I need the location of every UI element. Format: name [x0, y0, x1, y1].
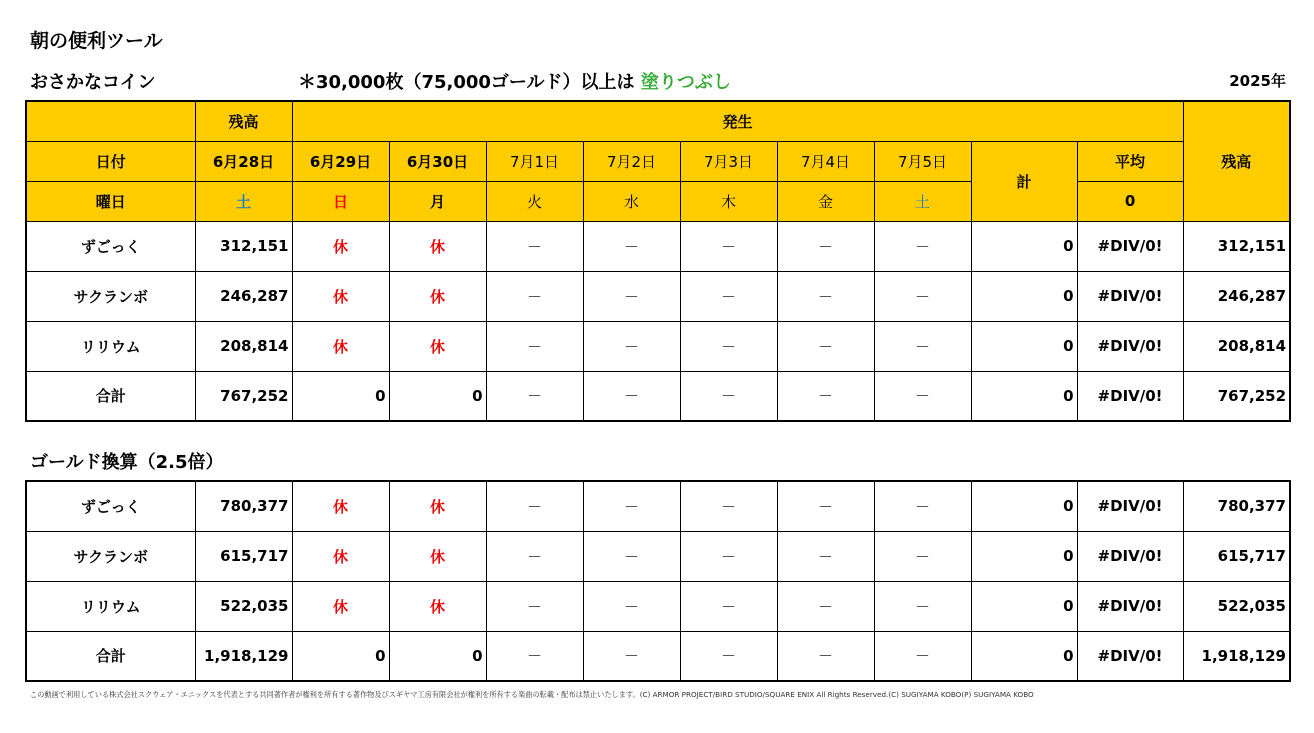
row-average: #DIV/0!: [1077, 321, 1183, 371]
year-label: 2025年: [1229, 72, 1286, 90]
row-day-6: －: [777, 321, 874, 371]
row-day-2: 休: [389, 321, 486, 371]
coin-table: [25, 100, 1291, 422]
header-date-0: 6月28日: [195, 141, 292, 181]
row-average: #DIV/0!: [1077, 581, 1183, 631]
header-weekday-3: 火: [486, 181, 583, 221]
header-weekday-1: 日: [292, 181, 389, 221]
header-row-dates: [26, 141, 1290, 181]
row-balance: 615,717: [195, 531, 292, 581]
header-weekday-5: 木: [680, 181, 777, 221]
copyright-footer: この動画で利用している株式会社スクウェア・エニックスを代表とする共同著作者が権利を所有する著作物及びスギヤマ工房有限会社が権利を所有する楽曲の転載・配布は禁止いたします。(C) ARMOR PROJECT/BIRD STUDIO/SQUARE ENIX All Rights Reserved.(C) SUGIYAMA KOBO(P) SUGIYAMA KOBO: [30, 690, 1034, 699]
row-day-1: 休: [292, 221, 389, 271]
row-day-3: －: [486, 371, 583, 421]
row-average: #DIV/0!: [1077, 631, 1183, 681]
row-day-3: －: [486, 481, 583, 531]
row-day-2: 休: [389, 581, 486, 631]
row-name: サクランボ: [26, 271, 195, 321]
row-balance-end: 615,717: [1183, 531, 1290, 581]
row-day-4: －: [583, 631, 680, 681]
table-row: [26, 221, 1290, 271]
header-date-1: 6月29日: [292, 141, 389, 181]
header-balance: 残高: [195, 101, 292, 141]
row-balance: 246,287: [195, 271, 292, 321]
row-total: 0: [971, 631, 1077, 681]
row-day-4: －: [583, 221, 680, 271]
row-day-7: －: [874, 271, 971, 321]
header-row-1: [26, 101, 1290, 141]
header-weekday-0: 土: [195, 181, 292, 221]
header-occurrence: 発生: [292, 101, 1183, 141]
row-day-1: 0: [292, 631, 389, 681]
row-average: #DIV/0!: [1077, 481, 1183, 531]
table-row-total: [26, 631, 1290, 681]
row-day-5: －: [680, 321, 777, 371]
row-balance-end: 767,252: [1183, 371, 1290, 421]
row-balance: 1,918,129: [195, 631, 292, 681]
row-name: ずごっく: [26, 481, 195, 531]
header-row-weekdays: [26, 181, 1290, 221]
header-weekday-6: 金: [777, 181, 874, 221]
row-day-5: －: [680, 221, 777, 271]
row-balance: 208,814: [195, 321, 292, 371]
row-balance-end: 312,151: [1183, 221, 1290, 271]
row-total: 0: [971, 221, 1077, 271]
threshold-note-highlight: 塗りつぶし: [640, 72, 731, 93]
table-row: [26, 531, 1290, 581]
header-date-7: 7月5日: [874, 141, 971, 181]
row-name: リリウム: [26, 581, 195, 631]
row-day-1: 休: [292, 531, 389, 581]
header-date-4: 7月2日: [583, 141, 680, 181]
row-total: 0: [971, 531, 1077, 581]
row-balance: 780,377: [195, 481, 292, 531]
table-row: [26, 271, 1290, 321]
header-date-6: 7月4日: [777, 141, 874, 181]
row-day-6: －: [777, 581, 874, 631]
row-day-3: －: [486, 221, 583, 271]
header-date-label: 日付: [26, 141, 195, 181]
row-day-2: 0: [389, 631, 486, 681]
row-average: #DIV/0!: [1077, 531, 1183, 581]
header-date-5: 7月3日: [680, 141, 777, 181]
header-blank: [26, 101, 195, 141]
row-day-7: －: [874, 581, 971, 631]
header-weekday-7: 土: [874, 181, 971, 221]
row-day-6: －: [777, 481, 874, 531]
table-row: [26, 481, 1290, 531]
row-day-6: －: [777, 371, 874, 421]
header-average-value: 0: [1077, 181, 1183, 221]
row-day-5: －: [680, 481, 777, 531]
row-name: 合計: [26, 371, 195, 421]
row-day-6: －: [777, 271, 874, 321]
row-balance-end: 1,918,129: [1183, 631, 1290, 681]
header-balance-end: 残高: [1183, 101, 1290, 221]
row-day-2: 休: [389, 221, 486, 271]
page-title: 朝の便利ツール: [30, 30, 163, 52]
header-weekday-2: 月: [389, 181, 486, 221]
row-day-2: 休: [389, 531, 486, 581]
row-name: ずごっく: [26, 221, 195, 271]
row-average: #DIV/0!: [1077, 371, 1183, 421]
row-day-4: －: [583, 321, 680, 371]
row-day-3: －: [486, 321, 583, 371]
threshold-note: [298, 68, 731, 94]
row-day-1: 休: [292, 321, 389, 371]
row-day-5: －: [680, 531, 777, 581]
row-day-3: －: [486, 531, 583, 581]
row-balance: 767,252: [195, 371, 292, 421]
row-day-4: －: [583, 371, 680, 421]
header-total: 計: [971, 141, 1077, 221]
row-balance-end: 208,814: [1183, 321, 1290, 371]
row-average: #DIV/0!: [1077, 271, 1183, 321]
row-day-4: －: [583, 581, 680, 631]
row-day-5: －: [680, 371, 777, 421]
table-row: [26, 581, 1290, 631]
row-total: 0: [971, 321, 1077, 371]
header-date-3: 7月1日: [486, 141, 583, 181]
gold-section-title: ゴールド換算（2.5倍）: [30, 452, 224, 473]
row-total: 0: [971, 271, 1077, 321]
row-name: 合計: [26, 631, 195, 681]
row-day-1: 休: [292, 481, 389, 531]
row-total: 0: [971, 481, 1077, 531]
row-balance: 312,151: [195, 221, 292, 271]
row-average: #DIV/0!: [1077, 221, 1183, 271]
row-day-5: －: [680, 581, 777, 631]
row-day-3: －: [486, 271, 583, 321]
row-balance-end: 246,287: [1183, 271, 1290, 321]
row-day-4: －: [583, 531, 680, 581]
row-name: リリウム: [26, 321, 195, 371]
row-day-7: －: [874, 371, 971, 421]
row-day-3: －: [486, 631, 583, 681]
row-day-1: 休: [292, 581, 389, 631]
row-balance-end: 780,377: [1183, 481, 1290, 531]
row-day-2: 休: [389, 271, 486, 321]
row-balance: 522,035: [195, 581, 292, 631]
header-weekday-4: 水: [583, 181, 680, 221]
row-day-4: －: [583, 271, 680, 321]
row-day-3: －: [486, 581, 583, 631]
row-balance-end: 522,035: [1183, 581, 1290, 631]
row-total: 0: [971, 581, 1077, 631]
row-day-7: －: [874, 221, 971, 271]
row-day-7: －: [874, 321, 971, 371]
gold-table: [25, 480, 1291, 682]
row-day-1: 休: [292, 271, 389, 321]
threshold-note-text: ＊30,000枚（75,000ゴールド）以上は: [298, 72, 641, 93]
row-day-5: －: [680, 271, 777, 321]
row-day-7: －: [874, 631, 971, 681]
row-day-7: －: [874, 481, 971, 531]
table-row: [26, 321, 1290, 371]
coin-section-title: おさかなコイン: [30, 72, 156, 93]
row-day-2: 休: [389, 481, 486, 531]
row-day-4: －: [583, 481, 680, 531]
row-day-6: －: [777, 631, 874, 681]
header-date-2: 6月30日: [389, 141, 486, 181]
row-day-6: －: [777, 531, 874, 581]
row-day-5: －: [680, 631, 777, 681]
row-total: 0: [971, 371, 1077, 421]
row-day-2: 0: [389, 371, 486, 421]
row-day-6: －: [777, 221, 874, 271]
header-average: 平均: [1077, 141, 1183, 181]
row-day-7: －: [874, 531, 971, 581]
table-row-total: [26, 371, 1290, 421]
row-name: サクランボ: [26, 531, 195, 581]
row-day-1: 0: [292, 371, 389, 421]
header-weekday-label: 曜日: [26, 181, 195, 221]
